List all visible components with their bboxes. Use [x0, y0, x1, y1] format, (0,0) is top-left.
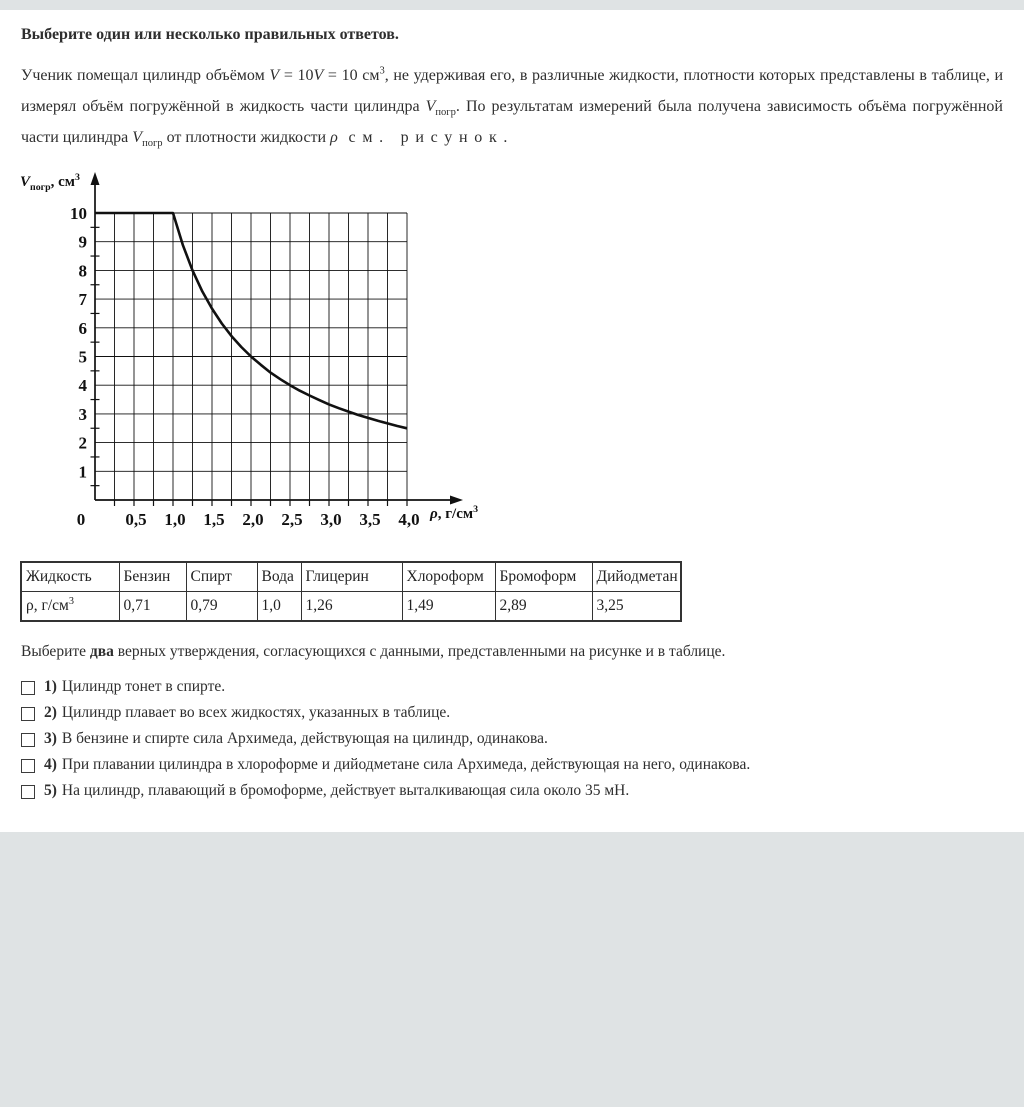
table-density-cell: 0,71: [119, 592, 186, 622]
x-tick-label: 3,0: [320, 510, 342, 529]
x-tick-label: 4,0: [398, 510, 420, 529]
y-axis-label-unit: , см: [50, 174, 75, 190]
x-tick-label: 0,5: [125, 510, 147, 529]
table-density-label: ρ, $г/см^3$: [21, 592, 119, 622]
bottom-gray-area: [0, 832, 1024, 1107]
question-bold: два: [89, 643, 114, 660]
problem-segment: = 10 см: [323, 67, 380, 84]
y-axis-arrow-icon: [91, 172, 100, 185]
question-post: верных утверждения, согласующихся с данными, представленными на рисунке и в таблице.: [113, 643, 726, 660]
table-header-cell: Бензин: [119, 562, 186, 592]
table-density-cell: 0,79: [186, 592, 257, 622]
option-4-checkbox[interactable]: [21, 759, 35, 773]
x-axis-label-sup: 3: [473, 504, 479, 515]
top-gray-bar: [0, 0, 1024, 10]
x-tick-label: 3,5: [359, 510, 381, 529]
option-5-text: На цилиндр, плавающий в бромоформе, действует выталкивающая сила около 35 мН.: [61, 782, 630, 799]
x-tick-label: 2,5: [281, 510, 303, 529]
instruction-title: Выберите один или несколько правильных ответов.: [21, 26, 399, 43]
y-tick-label: 1: [78, 462, 87, 482]
y-tick-label: 3: [78, 404, 87, 424]
option-row-2: [21, 704, 1016, 730]
table-header-cell: Вода: [257, 562, 301, 592]
subscript-pogr: погр: [435, 107, 456, 119]
y-axis-label-sup: 3: [75, 172, 80, 183]
problem-segment: , не удерживая его, в различные жидкости, плотности которых представлены в таблице, и измерял объём погружённой в жидкость части цилиндра: [21, 67, 1004, 115]
table-header-cell: Спирт: [186, 562, 257, 592]
option-4-text: При плавании цилиндра в хлороформе и дийодметане сила Архимеда, действующая на него, одинакова.: [61, 756, 751, 773]
problem-segment: . По результатам измерений была получена зависимость объёма погружённой части цилиндра: [21, 98, 1003, 146]
table-header-cell: Жидкость: [21, 562, 119, 592]
options-list: [21, 678, 1016, 808]
x-tick-label: 2,0: [242, 510, 264, 529]
var-rho: ρ: [330, 129, 338, 146]
question-text: [21, 643, 1011, 661]
var-v: V: [269, 67, 280, 84]
option-row-3: [21, 730, 1016, 756]
option-2-number: 2): [44, 704, 57, 721]
option-2-text: Цилиндр плавает во всех жидкостях, указанных в таблице.: [61, 704, 451, 721]
var-v: V: [132, 129, 143, 146]
y-tick-label: 7: [78, 290, 87, 310]
y-axis-label: [20, 174, 80, 191]
table-header-cell: Глицерин: [301, 562, 402, 592]
density-table: [20, 561, 682, 622]
problem-segment: Ученик помещал цилиндр объёмом: [21, 67, 270, 84]
problem-text: [21, 60, 1003, 153]
table-header-cell: Хлороформ: [402, 562, 495, 592]
problem-segment-spaced: см. рисунок.: [337, 129, 515, 146]
subscript-pogr: погр: [142, 138, 163, 150]
question-pre: Выберите: [21, 643, 90, 660]
table-density-row: [21, 592, 681, 622]
y-tick-label: 6: [78, 318, 87, 338]
var-v: V: [313, 67, 324, 84]
table-density-cell: 1,0: [257, 592, 301, 622]
x-axis-arrow-icon: [450, 496, 463, 505]
option-row-4: [21, 756, 1016, 782]
y-tick-label: 4: [78, 376, 87, 396]
problem-segment: = 10: [279, 67, 314, 84]
option-1-number: 1): [44, 678, 57, 695]
option-3-checkbox[interactable]: [21, 733, 35, 747]
option-4-number: 4): [44, 756, 57, 773]
y-tick-label: 8: [78, 261, 87, 281]
table-density-cell: 2,89: [495, 592, 592, 622]
table-header-cell: Бромоформ: [495, 562, 592, 592]
var-v: V: [425, 98, 436, 115]
table-density-cell: 3,25: [592, 592, 681, 622]
option-5-checkbox[interactable]: [21, 785, 35, 799]
y-tick-label: 5: [78, 347, 87, 367]
problem-segment: от плотности жидкости: [162, 129, 331, 146]
option-2-checkbox[interactable]: [21, 707, 35, 721]
y-tick-label: 9: [78, 232, 87, 252]
x-tick-label: 0: [76, 510, 86, 529]
option-3-text: В бензине и спирте сила Архимеда, действующая на цилиндр, одинакова.: [61, 730, 548, 747]
table-density-cell: 1,26: [301, 592, 402, 622]
chart-svg: [0, 168, 520, 543]
superscript-3: 3: [379, 65, 385, 77]
y-tick-label: 10: [70, 204, 87, 223]
x-tick-label: 1,5: [203, 510, 225, 529]
option-1-text: Цилиндр тонет в спирте.: [61, 678, 226, 695]
option-row-1: [21, 678, 1016, 704]
x-axis-label-unit: , г/см: [437, 506, 474, 522]
x-axis-label-var: ρ: [430, 506, 438, 522]
option-5-number: 5): [44, 782, 57, 799]
option-3-number: 3): [44, 730, 57, 747]
chart: [0, 168, 520, 543]
option-1-checkbox[interactable]: [21, 681, 35, 695]
table-header-row: [21, 562, 681, 592]
y-axis-label-var: V: [20, 174, 31, 190]
table-density-cell: 1,49: [402, 592, 495, 622]
y-tick-label: 2: [78, 433, 87, 453]
x-tick-label: 1,0: [164, 510, 186, 529]
x-axis-label: [430, 506, 478, 523]
table-header-cell: Дийодметан: [592, 562, 681, 592]
option-row-5: [21, 782, 1016, 808]
y-axis-label-sub: погр: [30, 182, 51, 193]
